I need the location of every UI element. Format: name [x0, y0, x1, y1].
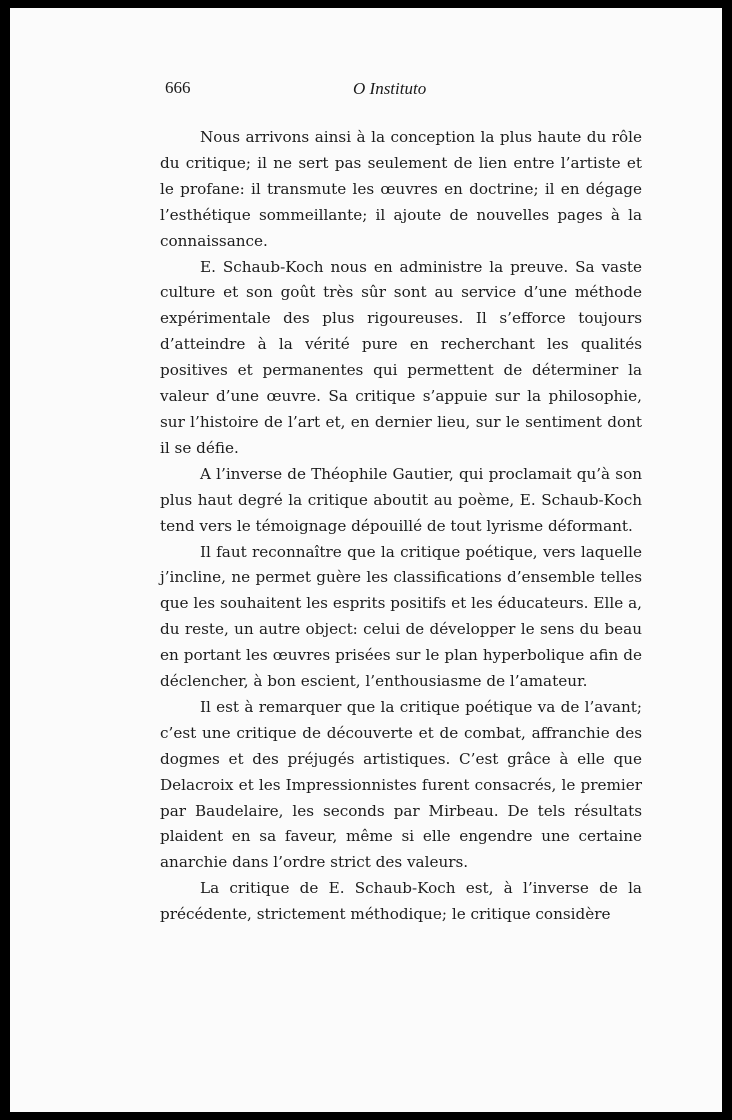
page-header — [165, 78, 650, 108]
book-page — [10, 8, 722, 1112]
page-number: 666 — [165, 78, 191, 97]
paragraph-4: Il faut reconnaître que la critique poétique, vers laquelle j’incline, ne permet guère les classifications d’ensemble telles que les souhaitent les esprits positifs et les éducateurs. Elle a, du reste, un autre object: celui de développer le sens du beau en portant les œuvres prisées sur le plan hyperbolique afin de déclencher, à bon escient, l’enthousiasme de l’amateur. — [160, 542, 642, 691]
running-title: O Instituto — [353, 79, 427, 98]
paragraph-1: Nous arrivons ainsi à la conception la plus haute du rôle du critique; il ne sert pas seulement de lien entre l’artiste et le profane: il transmute les œuvres en doctrine; il en dégage l’esthétique sommeillante; il ajoute de nouvelles pages à la connaissance. — [160, 128, 642, 250]
paragraph-5: Il est à remarquer que la critique poétique va de l’avant; c’est une critique de découverte et de combat, affranchie des dogmes et des préjugés artistiques. C’est grâce à elle que Delacroix et les Impressionnistes furent consacrés, le premier par Baudelaire, les seconds par Mirbeau. De tels résultats plaident en sa faveur, même si elle engendre une certaine anarchie dans l’ordre strict des valeurs. — [160, 697, 642, 872]
paragraph-6: La critique de E. Schaub-Koch est, à l’inverse de la précédente, strictement méthodique; le critique considère — [160, 879, 642, 924]
paragraph-2: E. Schaub-Koch nous en administre la preuve. Sa vaste culture et son goût très sûr sont au service d’une méthode expérimentale des plus rigoureuses. Il s’efforce toujours d’atteindre à la vérité pure en recherchant les qualités positives et permanentes qui permettent de déterminer la valeur d’une œuvre. Sa critique s’appuie sur la philosophie, sur l’histoire de l’art et, en dernier lieu, sur le sentiment dont il se défie. — [160, 257, 642, 457]
body-text — [160, 125, 642, 928]
paragraph-3: A l’inverse de Théophile Gautier, qui proclamait qu’à son plus haut degré la critique aboutit au poème, E. Schaub-Koch tend vers le témoignage dépouillé de tout lyrisme déformant. — [160, 464, 642, 535]
